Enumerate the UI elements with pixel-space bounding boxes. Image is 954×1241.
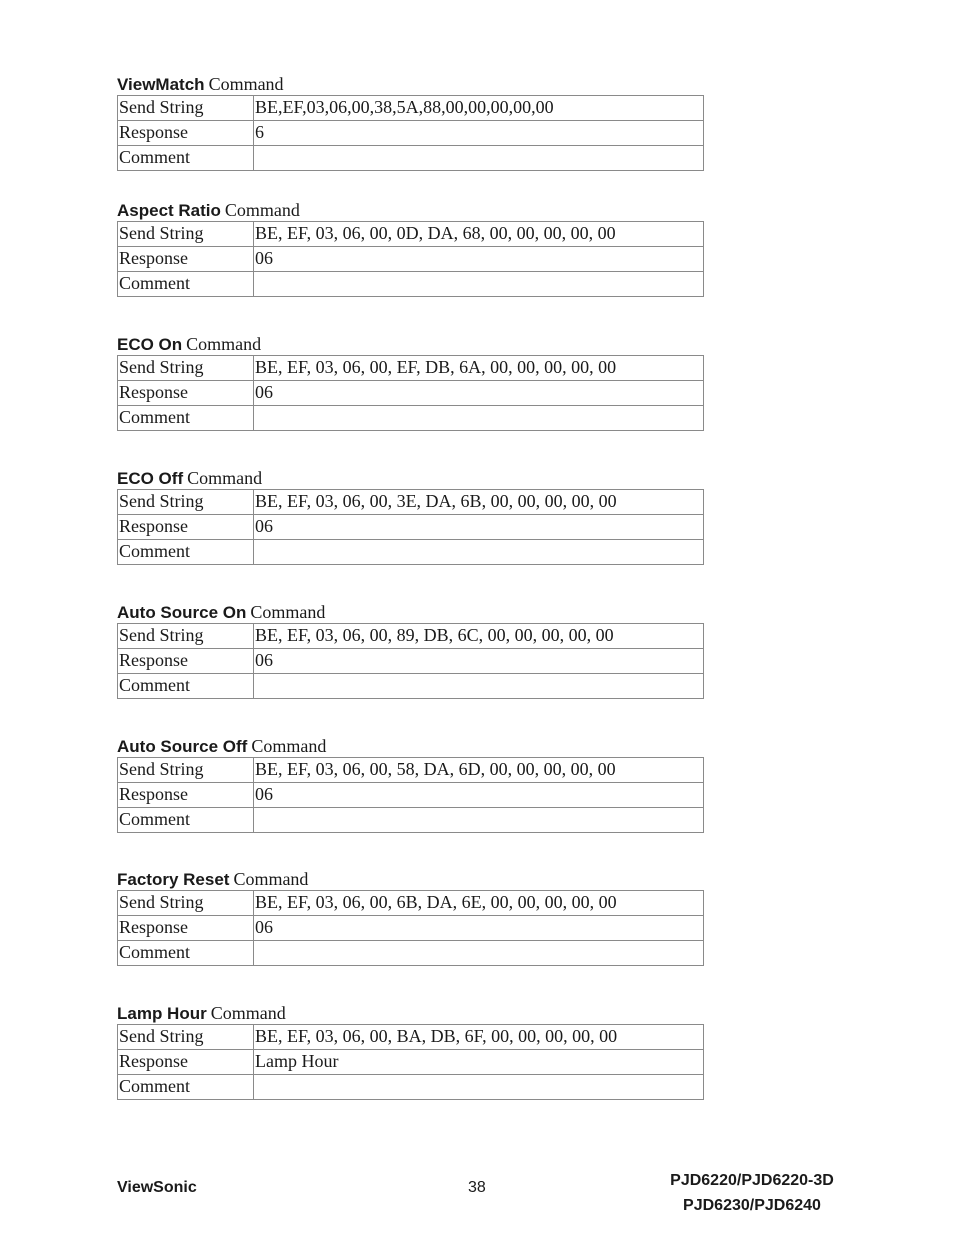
comment-label: Comment xyxy=(118,406,254,431)
send-string-label: Send String xyxy=(118,758,254,783)
command-name: ViewMatch xyxy=(117,75,205,94)
table-row xyxy=(118,1025,704,1050)
send-string-label: Send String xyxy=(118,222,254,247)
command-table xyxy=(117,95,704,171)
response-label: Response xyxy=(118,121,254,146)
comment-label: Comment xyxy=(118,540,254,565)
aspect-ratio-command-section xyxy=(117,200,704,297)
table-row xyxy=(118,356,704,381)
table-row xyxy=(118,916,704,941)
send-string-value: BE, EF, 03, 06, 00, 58, DA, 6D, 00, 00, 00, 00, 00 xyxy=(254,758,704,783)
send-string-label: Send String xyxy=(118,891,254,916)
send-string-value: BE, EF, 03, 06, 00, 3E, DA, 6B, 00, 00, 00, 00, 00 xyxy=(254,490,704,515)
command-name: Auto Source On xyxy=(117,603,247,622)
table-row xyxy=(118,1075,704,1100)
send-string-value: BE, EF, 03, 06, 00, BA, DB, 6F, 00, 00, 00, 00, 00 xyxy=(254,1025,704,1050)
table-row xyxy=(118,406,704,431)
send-string-label: Send String xyxy=(118,356,254,381)
response-value: 06 xyxy=(254,515,704,540)
command-name: ECO On xyxy=(117,335,183,354)
table-row xyxy=(118,222,704,247)
command-name: Lamp Hour xyxy=(117,1004,207,1023)
table-row xyxy=(118,891,704,916)
table-row xyxy=(118,649,704,674)
factory-reset-command-section xyxy=(117,869,704,966)
response-label: Response xyxy=(118,1050,254,1075)
send-string-label: Send String xyxy=(118,96,254,121)
response-label: Response xyxy=(118,247,254,272)
eco-off-command-section xyxy=(117,468,704,565)
table-row xyxy=(118,146,704,171)
command-name: ECO Off xyxy=(117,469,184,488)
table-row xyxy=(118,490,704,515)
command-table xyxy=(117,355,704,431)
section-heading xyxy=(117,200,704,221)
response-label: Response xyxy=(118,916,254,941)
comment-value xyxy=(254,941,704,966)
page-number: 38 xyxy=(468,1179,486,1196)
command-table xyxy=(117,489,704,565)
response-label: Response xyxy=(118,783,254,808)
comment-label: Comment xyxy=(118,674,254,699)
comment-value xyxy=(254,674,704,699)
comment-label: Comment xyxy=(118,808,254,833)
model-line-1: PJD6220/PJD6220-3D xyxy=(670,1172,834,1189)
response-value: 06 xyxy=(254,247,704,272)
section-heading xyxy=(117,736,704,757)
send-string-value: BE, EF, 03, 06, 00, EF, DB, 6A, 00, 00, 00, 00, 00 xyxy=(254,356,704,381)
response-label: Response xyxy=(118,515,254,540)
table-row xyxy=(118,941,704,966)
command-suffix: Command xyxy=(208,74,284,94)
response-value: 06 xyxy=(254,916,704,941)
command-suffix: Command xyxy=(186,334,262,354)
response-value: 06 xyxy=(254,381,704,406)
send-string-label: Send String xyxy=(118,1025,254,1050)
table-row xyxy=(118,381,704,406)
table-row xyxy=(118,808,704,833)
table-row xyxy=(118,515,704,540)
send-string-label: Send String xyxy=(118,490,254,515)
comment-value xyxy=(254,808,704,833)
comment-value xyxy=(254,272,704,297)
eco-on-command-section xyxy=(117,334,704,431)
send-string-label: Send String xyxy=(118,624,254,649)
lamp-hour-command-section xyxy=(117,1003,704,1100)
send-string-value: BE, EF, 03, 06, 00, 6B, DA, 6E, 00, 00, 00, 00, 00 xyxy=(254,891,704,916)
send-string-value: BE, EF, 03, 06, 00, 89, DB, 6C, 00, 00, 00, 00, 00 xyxy=(254,624,704,649)
response-value: 06 xyxy=(254,783,704,808)
response-label: Response xyxy=(118,381,254,406)
comment-value xyxy=(254,406,704,431)
table-row xyxy=(118,540,704,565)
table-row xyxy=(118,758,704,783)
comment-label: Comment xyxy=(118,272,254,297)
command-table xyxy=(117,1024,704,1100)
viewmatch-command-section xyxy=(117,74,704,171)
table-row xyxy=(118,624,704,649)
comment-value xyxy=(254,1075,704,1100)
footer-models xyxy=(660,1168,844,1218)
comment-label: Comment xyxy=(118,146,254,171)
model-line-2: PJD6230/PJD6240 xyxy=(683,1197,821,1214)
response-value: Lamp Hour xyxy=(254,1050,704,1075)
section-heading xyxy=(117,468,704,489)
send-string-value: BE,EF,03,06,00,38,5A,88,00,00,00,00,00 xyxy=(254,96,704,121)
section-heading xyxy=(117,602,704,623)
comment-value xyxy=(254,146,704,171)
comment-label: Comment xyxy=(118,1075,254,1100)
table-row xyxy=(118,783,704,808)
response-value: 6 xyxy=(254,121,704,146)
table-row xyxy=(118,1050,704,1075)
table-row xyxy=(118,674,704,699)
command-table xyxy=(117,623,704,699)
comment-label: Comment xyxy=(118,941,254,966)
send-string-value: BE, EF, 03, 06, 00, 0D, DA, 68, 00, 00, 00, 00, 00 xyxy=(254,222,704,247)
section-heading xyxy=(117,869,704,890)
command-table xyxy=(117,757,704,833)
section-heading xyxy=(117,334,704,355)
command-suffix: Command xyxy=(233,869,309,889)
response-label: Response xyxy=(118,649,254,674)
response-value: 06 xyxy=(254,649,704,674)
table-row xyxy=(118,272,704,297)
table-row xyxy=(118,96,704,121)
footer-brand: ViewSonic xyxy=(117,1179,197,1196)
command-table xyxy=(117,890,704,966)
table-row xyxy=(118,121,704,146)
table-row xyxy=(118,247,704,272)
command-suffix: Command xyxy=(224,200,300,220)
command-suffix: Command xyxy=(187,468,263,488)
auto-source-on-command-section xyxy=(117,602,704,699)
command-suffix: Command xyxy=(250,602,326,622)
comment-value xyxy=(254,540,704,565)
auto-source-off-command-section xyxy=(117,736,704,833)
section-heading xyxy=(117,1003,704,1024)
command-name: Factory Reset xyxy=(117,870,230,889)
command-table xyxy=(117,221,704,297)
command-name: Aspect Ratio xyxy=(117,201,221,220)
command-name: Auto Source Off xyxy=(117,737,248,756)
command-suffix: Command xyxy=(210,1003,286,1023)
section-heading xyxy=(117,74,704,95)
command-suffix: Command xyxy=(251,736,327,756)
